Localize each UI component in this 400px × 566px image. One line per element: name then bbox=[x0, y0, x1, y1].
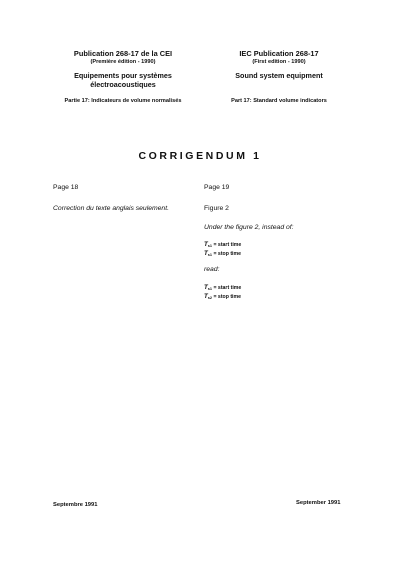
header-fr-title: Publication 268-17 de la CEI bbox=[73, 49, 173, 58]
header-fr-part: Partie 17: Indicateurs de volume normalisés bbox=[64, 98, 182, 104]
header-fr-subject-line2: électroacoustiques bbox=[90, 80, 156, 89]
right-read: read: bbox=[204, 266, 220, 273]
right-figure-ref: Figure 2 bbox=[204, 205, 229, 212]
new-legend-line: $T_{s2}$ = stop time bbox=[204, 293, 241, 300]
old-legend-line: $T_{s1}$ = stop time bbox=[204, 250, 241, 257]
left-page-ref: Page 18 bbox=[53, 184, 79, 191]
footer-date-en: September 1991 bbox=[296, 500, 341, 506]
old-legend-line: $T_{s1}$ = start time bbox=[204, 241, 242, 248]
new-legend bbox=[204, 284, 241, 302]
header-en-edition: (First edition - 1990) bbox=[252, 59, 306, 65]
header-en-title: IEC Publication 268-17 bbox=[239, 49, 319, 58]
footer-date-fr: Septembre 1991 bbox=[53, 502, 98, 508]
right-instead-of: Under the figure 2, instead of: bbox=[204, 224, 294, 231]
header-fr-edition: (Première édition - 1990) bbox=[90, 59, 156, 65]
new-legend-line: $T_{s1}$ = start time bbox=[204, 284, 242, 291]
header-en-subject: Sound system equipment bbox=[235, 71, 323, 80]
header-en bbox=[204, 49, 354, 80]
header-fr bbox=[48, 49, 198, 89]
left-correction-note: Correction du texte anglais seulement. bbox=[53, 205, 169, 212]
corrigendum-heading: CORRIGENDUM 1 bbox=[138, 150, 262, 162]
old-legend bbox=[204, 241, 241, 259]
right-page-ref: Page 19 bbox=[204, 184, 230, 191]
header-en-part: Part 17: Standard volume indicators bbox=[231, 98, 327, 104]
header-fr-subject-line1: Equipements pour systèmes bbox=[74, 71, 172, 80]
